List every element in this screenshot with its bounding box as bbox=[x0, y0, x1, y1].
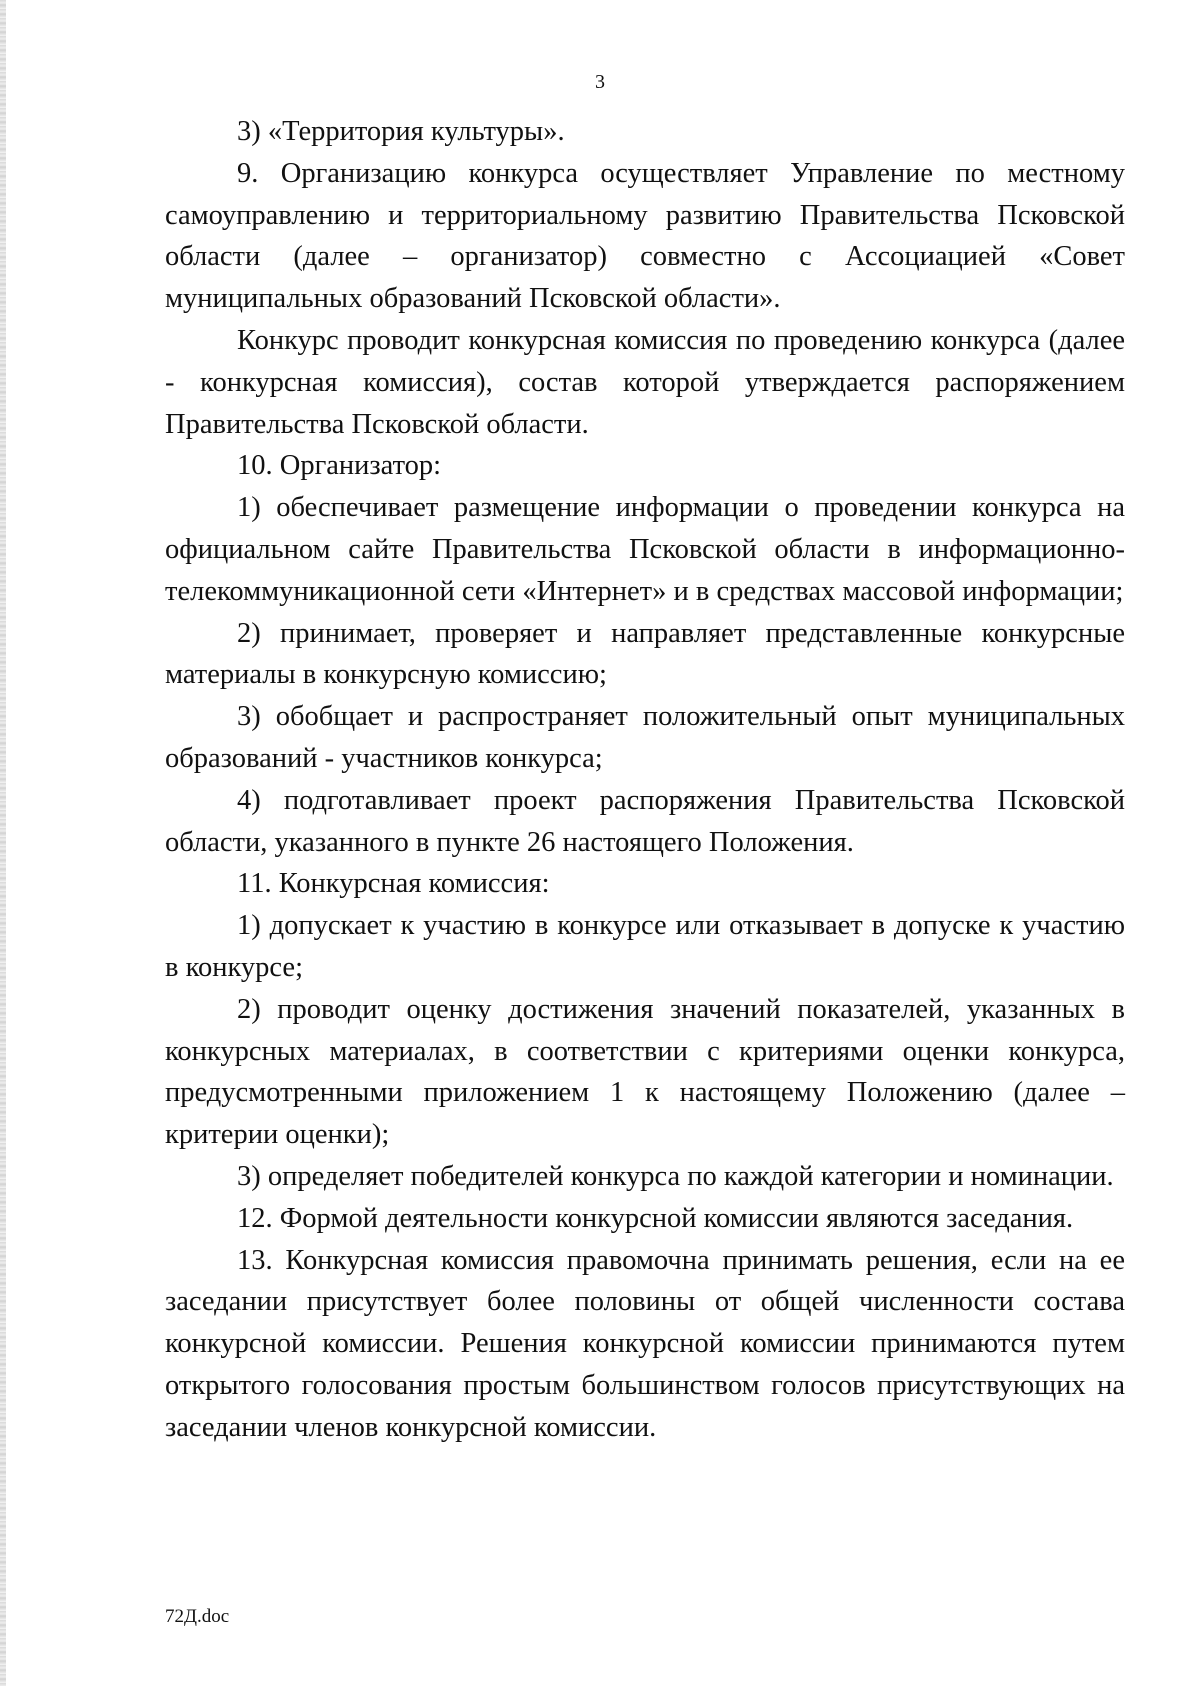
paragraph-13: 13. Конкурсная комиссия правомочна принимать решения, если на ее заседании присутствует более половины от общей численности состава конкурсной комиссии. Решения конкурсной комиссии принимаются путем открытого голосования простым большинством голосов присутствующих на заседании членов конкурсной комиссии. bbox=[165, 1244, 1125, 1443]
paragraph-10-item-1: 1) обеспечивает размещение информации о проведении конкурса на официальном сайте Правительства Псковской области в информационно-телекоммуникационной сети «Интернет» и в средствах массовой информации; bbox=[165, 492, 1125, 607]
paragraph-12: 12. Формой деятельности конкурсной комиссии являются заседания. bbox=[237, 1202, 1074, 1234]
paragraph-9-organization: 9. Организацию конкурса осуществляет Управление по местному самоуправлению и территориальному развитию Правительства Псковской области (далее – организатор) совместно с Ассоциацией «Совет муниципальных образований Псковской области». bbox=[165, 157, 1125, 315]
paragraph-10-item-2: 2) принимает, проверяет и направляет представленные конкурсные материалы в конкурсную комиссию; bbox=[165, 617, 1125, 691]
paragraph-10-item-3: 3) обобщает и распространяет положительный опыт муниципальных образований - участников конкурса; bbox=[165, 701, 1125, 774]
paragraph-10-heading: 10. Организатор: bbox=[237, 450, 442, 482]
footer-filename: 72Д.doc bbox=[165, 1606, 230, 1627]
scan-edge bbox=[0, 0, 6, 1686]
paragraph-11-item-2: 2) проводит оценку достижения значений показателей, указанных в конкурсных материалах, в соответствии с критериями оценки конкурса, предусмотренными приложением 1 к настоящему Положению (далее – критерии оценки); bbox=[165, 993, 1125, 1151]
paragraph-commission: Конкурс проводит конкурсная комиссия по проведению конкурса (далее - конкурсная комиссия), состав которой утверждается распоряжением Правительства Псковской области. bbox=[165, 324, 1125, 440]
paragraph-11-item-1: 1) допускает к участию в конкурсе или отказывает в допуске к участию в конкурсе; bbox=[165, 910, 1125, 983]
page-number: 3 bbox=[595, 71, 605, 93]
paragraph-10-item-4: 4) подготавливает проект распоряжения Правительства Псковской области, указанного в пункте 26 настоящего Положения. bbox=[165, 784, 1125, 858]
paragraph-11-heading: 11. Конкурсная комиссия: bbox=[237, 868, 550, 900]
paragraph-territory-culture: 3) «Территория культуры». bbox=[237, 116, 565, 147]
document-body bbox=[165, 111, 1125, 1449]
paragraph-11-item-3: 3) определяет победителей конкурса по каждой категории и номинации. bbox=[237, 1160, 1114, 1192]
